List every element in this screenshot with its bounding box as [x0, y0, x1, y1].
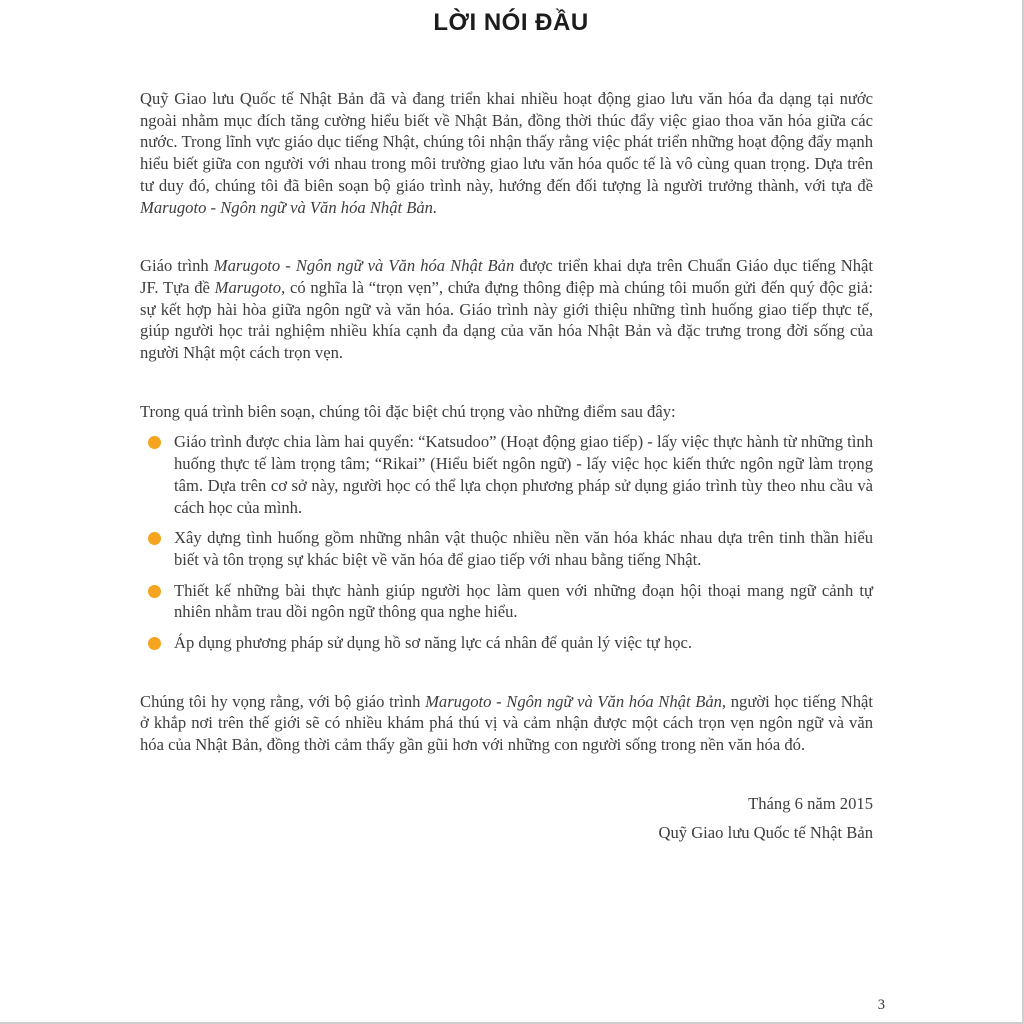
bullet-icon — [148, 637, 161, 650]
text-run: Trong quá trình biên soạn, chúng tôi đặc biệt chú trọng vào những điểm sau đây: — [140, 401, 676, 421]
paragraph — [140, 255, 873, 364]
text-run: Thiết kế những bài thực hành giúp người học làm quen với những đoạn hội thoại mang ngữ cảnh tự nhiên nhằm trau dồi ngôn ngữ thông qua nghe hiểu. — [174, 580, 873, 622]
text-run: Chúng tôi hy vọng rằng, với bộ giáo trình — [140, 691, 426, 711]
text-run: Giáo trình — [140, 256, 214, 276]
signature-line: Quỹ Giao lưu Quốc tế Nhật Bản — [658, 822, 873, 842]
bullet-text — [174, 632, 873, 654]
page-number: 3 — [877, 997, 885, 1013]
bullet-item — [140, 632, 873, 654]
italic-text-run: Marugoto - Ngôn ngữ và Văn hóa Nhật Bản, — [425, 691, 727, 711]
paragraph — [140, 691, 873, 756]
bullet-text — [174, 527, 873, 570]
text-run: Giáo trình được chia làm hai quyển: “Katsudoo” (Hoạt động giao tiếp) - lấy việc thực hành từ những tình huống thực tế làm trọng tâm; “Rikai” (Hiểu biết ngôn ngữ) - lấy việc học kiến thức ngôn ngữ làm trọng tâm. Dựa trên cơ sở này, người học có thể lựa chọn phương pháp sử dụng giáo trình tùy theo nhu cầu và cách học của mình. — [174, 432, 873, 517]
bullet-text — [174, 580, 873, 623]
bullet-text — [174, 431, 873, 518]
text-run: Áp dụng phương pháp sử dụng hồ sơ năng lực cá nhân để quản lý việc tự học. — [174, 633, 693, 653]
bullet-icon — [148, 436, 161, 449]
list-intro-paragraph — [140, 401, 873, 423]
text-run: có nghĩa là “trọn vẹn”, chứa đựng thông điệp mà chúng tôi muốn gửi đến quý độc giả: sự kết hợp hài hòa giữa ngôn ngữ và văn hóa. Giáo trình này giới thiệu những tình huống giao tiếp thực tế, giúp người học trải nghiệm nhiều khía cạnh đa dạng của văn hóa Nhật Bản và đặc trưng trong đời sống của người Nhật một cách trọn vẹn. — [140, 277, 873, 363]
date-line: Tháng 6 năm 2015 — [748, 793, 873, 813]
paragraph — [140, 88, 873, 218]
italic-text-run: Marugoto - Ngôn ngữ và Văn hóa Nhật Bản. — [140, 197, 438, 217]
italic-text-run: Marugoto - Ngôn ngữ và Văn hóa Nhật Bản — [213, 256, 515, 276]
text-run: người học tiếng Nhật ở khắp nơi trên thế giới sẽ có nhiều khám phá thú vị và cảm nhận được một cách trọn vẹn ngôn ngữ và văn hóa của Nhật Bản, đồng thời cảm thấy gần gũi hơn với những con người sống trong nền văn hóa đó. — [140, 691, 873, 755]
bullet-icon — [148, 532, 161, 545]
text-run: Xây dựng tình huống gồm những nhân vật thuộc nhiều nền văn hóa khác nhau dựa trên tinh thần hiểu biết và tôn trọng sự khác biệt về văn hóa để giao tiếp với nhau bằng tiếng Nhật. — [174, 528, 873, 569]
italic-text-run: Marugoto, — [214, 277, 286, 297]
bullet-item — [140, 527, 873, 570]
body-blocks — [140, 88, 873, 756]
bullet-icon — [148, 585, 161, 598]
bullet-item — [140, 431, 873, 518]
text-run: được triển khai dựa trên Chuẩn Giáo dục tiếng Nhật JF. Tựa đề — [140, 256, 873, 297]
bullet-item — [140, 580, 873, 623]
document-content — [140, 88, 873, 843]
page-title: LỜI NÓI ĐẦU — [433, 9, 589, 36]
text-run: Quỹ Giao lưu Quốc tế Nhật Bản đã và đang triển khai nhiều hoạt động giao lưu văn hóa đa dạng tại nước ngoài nhằm mục đích tăng cường hiểu biết về Nhật Bản, đồng thời thúc đẩy việc giao thoa văn hóa giữa các nước. Trong lĩnh vực giáo dục tiếng Nhật, chúng tôi nhận thấy rằng việc phát triển những hoạt động đẩy mạnh hiểu biết giữa con người với nhau trong môi trường giao lưu văn hóa quốc tế là vô cùng quan trọng. Dựa trên tư duy đó, chúng tôi đã biên soạn bộ giáo trình này, hướng đến đối tượng là người trưởng thành, với tựa đề — [140, 89, 873, 195]
